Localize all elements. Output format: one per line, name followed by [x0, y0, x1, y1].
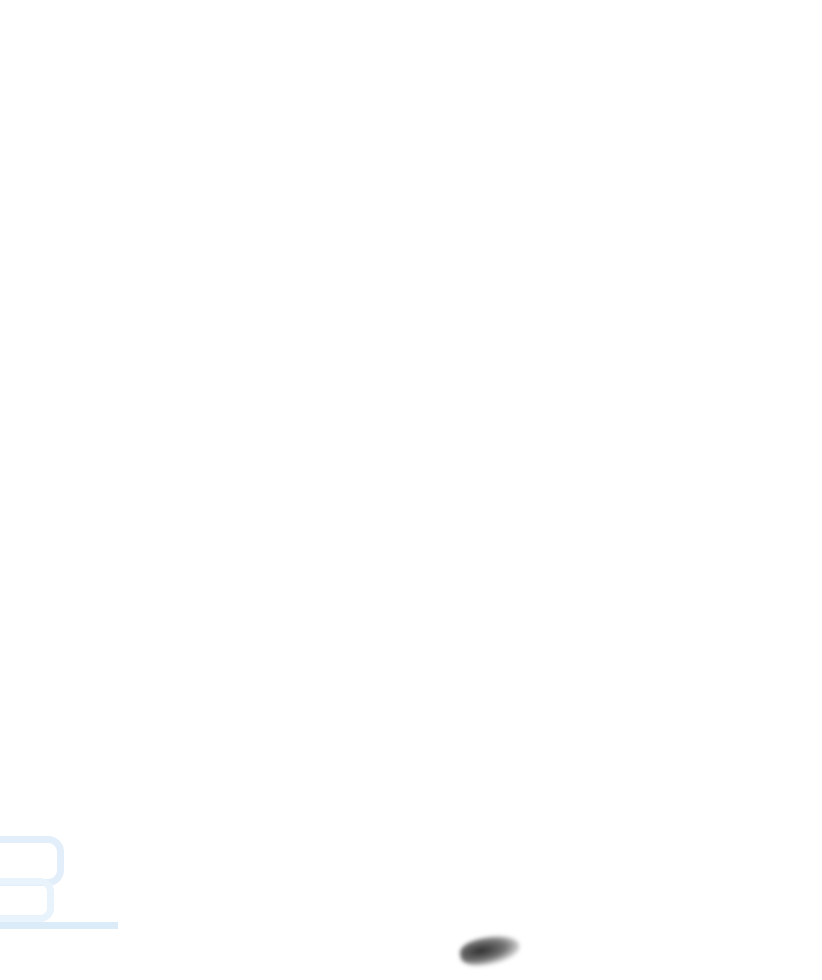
watermark-blob-bottom	[0, 878, 54, 922]
exam-page-body	[0, 0, 822, 16]
watermark-underline	[0, 922, 118, 929]
ink-smudge	[458, 932, 522, 969]
